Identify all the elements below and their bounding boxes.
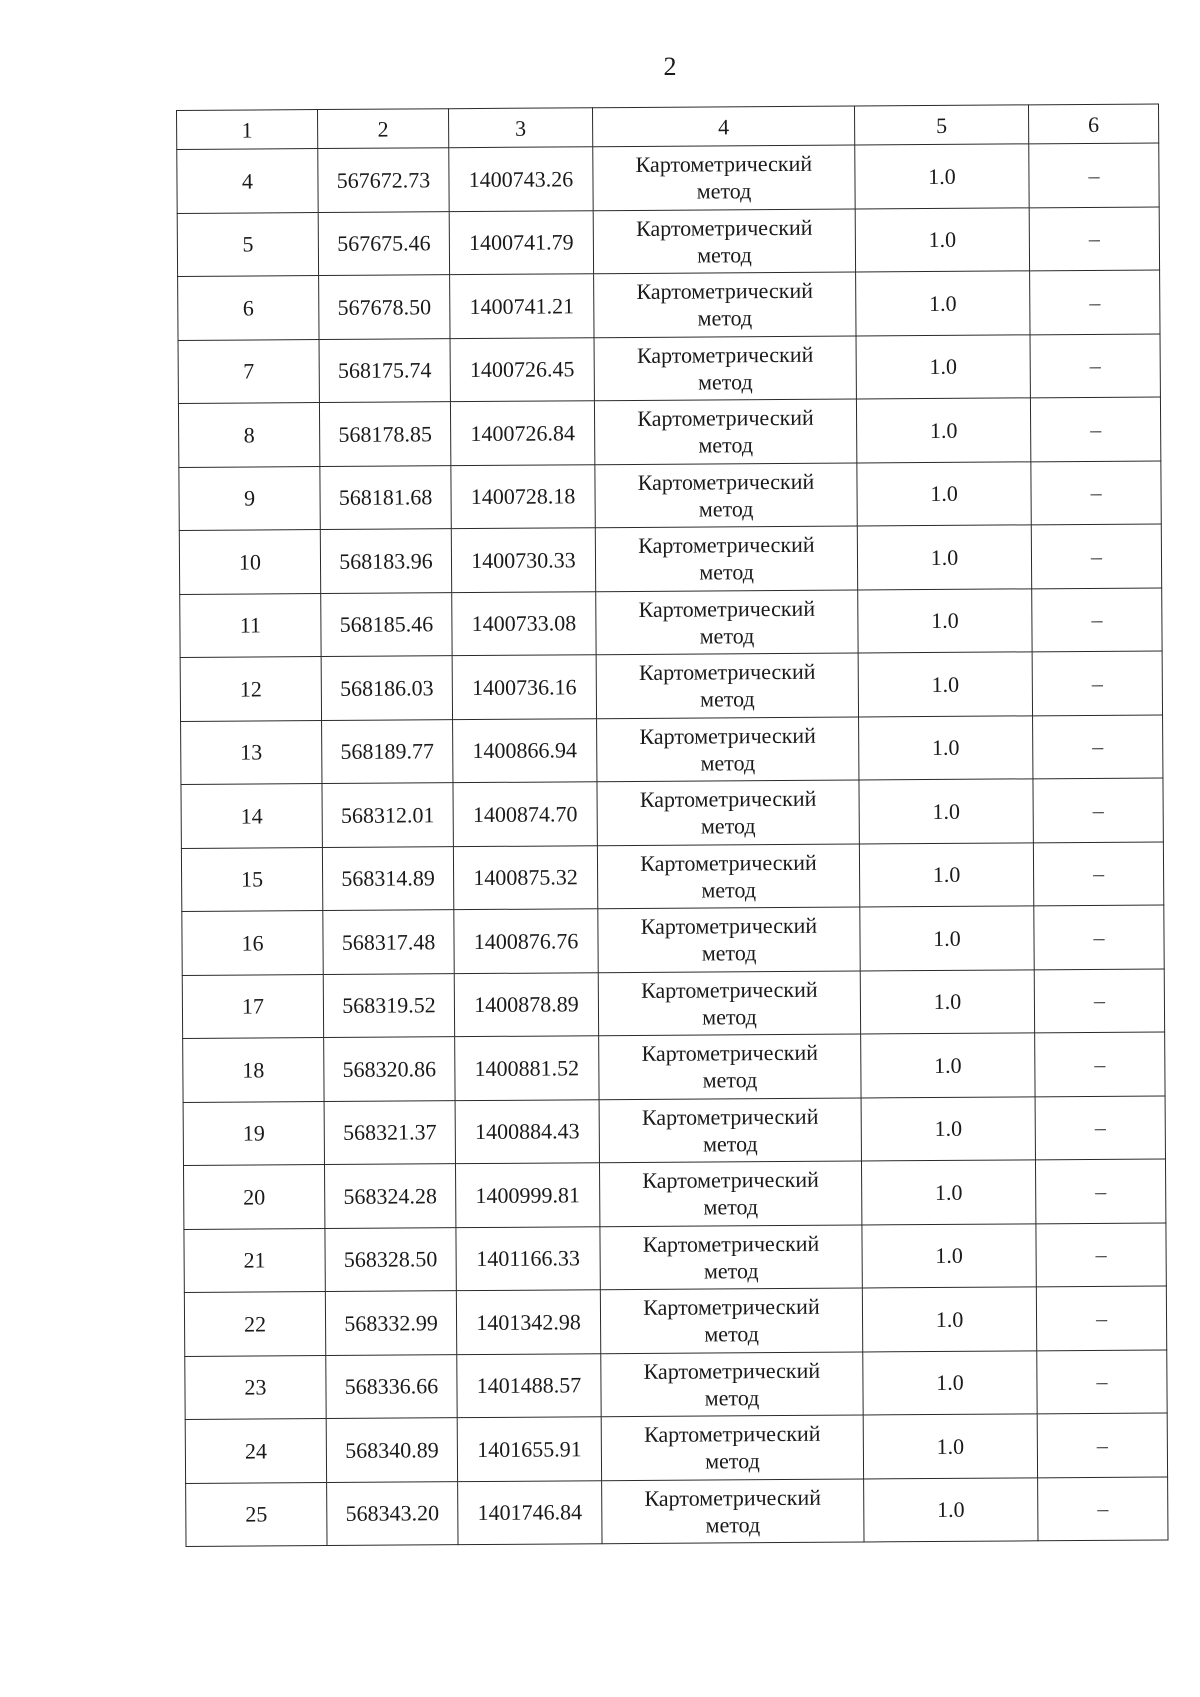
method-line-1: Картометрический	[641, 1040, 819, 1067]
x-coordinate-cell: 568314.89	[322, 846, 453, 910]
point-number-cell: 18	[183, 1038, 324, 1102]
note-cell: –	[1035, 1095, 1165, 1159]
y-coordinate-cell: 1400733.08	[452, 591, 596, 655]
method-cell	[593, 208, 855, 273]
method-line-2: метод	[698, 432, 754, 458]
header-cell-5: 5	[854, 105, 1028, 145]
x-coordinate-cell: 568332.99	[325, 1291, 456, 1355]
point-number-cell: 8	[178, 403, 319, 467]
table-row	[182, 905, 1164, 975]
method-line-2: метод	[698, 495, 754, 522]
y-coordinate-cell: 1400875.32	[453, 845, 597, 909]
y-coordinate-cell: 1400866.94	[453, 718, 597, 782]
method-line-2: метод	[700, 686, 755, 712]
method-line-1: Картометрический	[640, 849, 817, 876]
x-coordinate-cell: 568340.89	[326, 1418, 457, 1482]
method-line-2: метод	[700, 813, 756, 839]
table-row	[186, 1476, 1168, 1546]
method-line-2: метод	[696, 178, 752, 204]
accuracy-cell: 1.0	[860, 969, 1034, 1034]
method-line-1: Картометрический	[635, 214, 813, 241]
method-cell	[594, 272, 856, 337]
y-coordinate-cell: 1400874.70	[453, 782, 597, 846]
y-coordinate-cell: 1401655.91	[457, 1417, 601, 1481]
accuracy-cell: 1.0	[862, 1223, 1036, 1288]
note-cell: –	[1030, 397, 1160, 461]
point-number-cell: 14	[181, 784, 322, 848]
method-line-2: метод	[702, 1003, 757, 1030]
header-cell-2: 2	[318, 109, 449, 149]
accuracy-cell: 1.0	[859, 842, 1033, 907]
method-cell	[601, 1415, 863, 1480]
note-cell: –	[1034, 905, 1164, 969]
method-line-2: метод	[705, 1511, 761, 1538]
note-cell: –	[1034, 968, 1164, 1032]
method-line-1: Картометрический	[639, 722, 816, 749]
method-line-1: Картометрический	[641, 1103, 819, 1130]
point-number-cell: 12	[180, 657, 321, 721]
note-cell: –	[1035, 1032, 1165, 1096]
table-row	[183, 1032, 1165, 1102]
x-coordinate-cell: 568324.28	[324, 1164, 455, 1228]
point-number-cell: 10	[179, 530, 320, 594]
method-line-1: Картометрический	[643, 1357, 821, 1384]
method-cell	[593, 145, 855, 210]
accuracy-cell: 1.0	[855, 207, 1029, 272]
y-coordinate-cell: 1401342.98	[456, 1290, 600, 1354]
note-cell: –	[1037, 1349, 1167, 1413]
method-line-1: Картометрический	[638, 595, 816, 622]
x-coordinate-cell: 568189.77	[322, 719, 453, 783]
method-cell	[595, 526, 857, 591]
x-coordinate-cell: 568343.20	[327, 1481, 458, 1545]
method-cell	[595, 462, 857, 527]
table-row	[185, 1413, 1167, 1483]
y-coordinate-cell: 1400741.21	[450, 274, 594, 338]
note-cell: –	[1035, 1159, 1165, 1223]
table-row	[178, 397, 1160, 467]
x-coordinate-cell: 567678.50	[319, 275, 450, 339]
x-coordinate-cell: 567672.73	[318, 148, 449, 212]
method-cell	[596, 653, 858, 718]
x-coordinate-cell: 568186.03	[321, 656, 452, 720]
point-number-cell: 16	[182, 911, 323, 975]
method-cell	[594, 399, 856, 464]
point-number-cell: 24	[185, 1419, 326, 1483]
method-line-1: Картометрический	[639, 786, 817, 813]
note-cell: –	[1036, 1222, 1166, 1286]
table-row	[181, 841, 1163, 911]
x-coordinate-cell: 568175.74	[319, 338, 450, 402]
note-cell: –	[1038, 1476, 1168, 1540]
y-coordinate-cell: 1400741.79	[449, 210, 593, 274]
note-cell: –	[1033, 778, 1163, 842]
method-cell	[594, 335, 856, 400]
method-line-2: метод	[701, 940, 757, 966]
method-line-1: Картометрический	[641, 976, 818, 1003]
x-coordinate-cell: 568185.46	[321, 592, 452, 656]
y-coordinate-cell: 1400881.52	[455, 1036, 599, 1100]
method-line-2: метод	[703, 1194, 759, 1220]
y-coordinate-cell: 1400878.89	[454, 972, 598, 1036]
method-cell	[597, 716, 859, 781]
y-coordinate-cell: 1400736.16	[452, 655, 596, 719]
note-cell: –	[1030, 333, 1160, 397]
table-row	[177, 143, 1159, 213]
point-number-cell: 25	[186, 1482, 327, 1546]
method-cell	[600, 1288, 862, 1353]
table-row	[178, 270, 1160, 340]
note-cell: –	[1036, 1286, 1166, 1350]
point-number-cell: 15	[181, 847, 322, 911]
method-line-2: метод	[704, 1321, 759, 1347]
method-cell	[602, 1478, 864, 1543]
accuracy-cell: 1.0	[864, 1477, 1038, 1542]
table-row	[180, 651, 1162, 721]
method-line-2: метод	[703, 1257, 759, 1284]
point-number-cell: 7	[178, 339, 319, 403]
x-coordinate-cell: 568181.68	[320, 465, 451, 529]
method-line-1: Картометрический	[644, 1484, 822, 1511]
accuracy-cell: 1.0	[859, 715, 1033, 780]
method-line-2: метод	[700, 749, 756, 776]
method-line-1: Картометрический	[637, 405, 814, 432]
method-line-1: Картометрический	[642, 1167, 819, 1194]
note-cell: –	[1031, 460, 1161, 524]
table-row	[181, 714, 1163, 784]
method-cell	[596, 589, 858, 654]
x-coordinate-cell: 568178.85	[319, 402, 450, 466]
note-cell: –	[1029, 143, 1159, 207]
y-coordinate-cell: 1401488.57	[457, 1353, 601, 1417]
method-cell	[598, 907, 860, 972]
point-number-cell: 22	[184, 1292, 325, 1356]
table-row	[179, 460, 1161, 530]
page-number: 2	[663, 52, 677, 81]
method-line-2: метод	[702, 1130, 758, 1157]
y-coordinate-cell: 1400999.81	[455, 1163, 599, 1227]
table-row	[179, 524, 1161, 594]
y-coordinate-cell: 1401166.33	[456, 1226, 600, 1290]
note-cell: –	[1033, 841, 1163, 905]
coordinates-table	[176, 103, 1169, 1546]
point-number-cell: 19	[183, 1101, 324, 1165]
table-row	[184, 1159, 1166, 1229]
table-row	[184, 1286, 1166, 1356]
method-line-1: Картометрический	[637, 468, 815, 495]
note-cell: –	[1037, 1413, 1167, 1477]
point-number-cell: 6	[178, 276, 319, 340]
x-coordinate-cell: 568321.37	[324, 1100, 455, 1164]
table-row	[182, 968, 1164, 1038]
point-number-cell: 9	[179, 466, 320, 530]
accuracy-cell: 1.0	[861, 1160, 1035, 1225]
note-cell: –	[1031, 524, 1161, 588]
y-coordinate-cell: 1400726.84	[450, 401, 594, 465]
note-cell: –	[1029, 206, 1159, 270]
accuracy-cell: 1.0	[857, 525, 1031, 590]
note-cell: –	[1033, 714, 1163, 778]
accuracy-cell: 1.0	[863, 1350, 1037, 1415]
x-coordinate-cell: 568328.50	[325, 1227, 456, 1291]
x-coordinate-cell: 567675.46	[318, 211, 449, 275]
accuracy-cell: 1.0	[861, 1033, 1035, 1098]
accuracy-cell: 1.0	[861, 1096, 1035, 1161]
y-coordinate-cell: 1400726.45	[450, 337, 594, 401]
method-cell	[597, 780, 859, 845]
header-cell-6: 6	[1028, 104, 1158, 144]
accuracy-cell: 1.0	[856, 334, 1030, 399]
accuracy-cell: 1.0	[858, 652, 1032, 717]
table-row	[185, 1349, 1167, 1419]
x-coordinate-cell: 568312.01	[322, 783, 453, 847]
point-number-cell: 21	[184, 1228, 325, 1292]
method-line-2: метод	[705, 1448, 760, 1474]
accuracy-cell: 1.0	[863, 1414, 1037, 1479]
y-coordinate-cell: 1400743.26	[449, 147, 593, 211]
y-coordinate-cell: 1400884.43	[455, 1099, 599, 1163]
point-number-cell: 4	[177, 149, 318, 213]
y-coordinate-cell: 1400730.33	[451, 528, 595, 592]
table-row	[183, 1095, 1165, 1165]
table-header-row	[177, 104, 1159, 150]
method-cell	[598, 970, 860, 1035]
table-row	[177, 206, 1159, 276]
x-coordinate-cell: 568336.66	[326, 1354, 457, 1418]
accuracy-cell: 1.0	[860, 906, 1034, 971]
y-coordinate-cell: 1400728.18	[451, 464, 595, 528]
method-line-1: Картометрический	[636, 278, 814, 305]
x-coordinate-cell: 568320.86	[324, 1037, 455, 1101]
x-coordinate-cell: 568319.52	[323, 973, 454, 1037]
method-line-1: Картометрический	[638, 532, 815, 559]
point-number-cell: 23	[185, 1355, 326, 1419]
method-line-2: метод	[699, 622, 755, 649]
accuracy-cell: 1.0	[856, 271, 1030, 336]
accuracy-cell: 1.0	[859, 779, 1033, 844]
note-cell: –	[1032, 651, 1162, 715]
header-cell-3: 3	[448, 108, 592, 148]
method-line-1: Картометрический	[643, 1294, 820, 1321]
method-cell	[600, 1224, 862, 1289]
method-line-2: метод	[697, 368, 753, 395]
method-line-1: Картометрический	[642, 1230, 820, 1257]
accuracy-cell: 1.0	[856, 398, 1030, 463]
method-cell	[599, 1097, 861, 1162]
method-cell	[599, 1161, 861, 1226]
accuracy-cell: 1.0	[862, 1287, 1036, 1352]
method-line-1: Картометрический	[643, 1421, 821, 1448]
x-coordinate-cell: 568317.48	[323, 910, 454, 974]
method-line-2: метод	[701, 876, 757, 903]
table-row	[180, 587, 1162, 657]
method-line-2: метод	[697, 305, 753, 331]
method-line-1: Картометрический	[640, 913, 818, 940]
method-line-2: метод	[702, 1067, 758, 1093]
method-cell	[601, 1351, 863, 1416]
x-coordinate-cell: 568183.96	[320, 529, 451, 593]
method-line-1: Картометрический	[635, 151, 813, 178]
note-cell: –	[1030, 270, 1160, 334]
method-line-1: Картометрический	[636, 341, 814, 368]
accuracy-cell: 1.0	[855, 144, 1029, 209]
accuracy-cell: 1.0	[858, 588, 1032, 653]
method-line-2: метод	[697, 241, 752, 268]
method-line-2: метод	[704, 1384, 760, 1411]
table-row	[178, 333, 1160, 403]
table-row	[184, 1222, 1166, 1292]
point-number-cell: 11	[180, 593, 321, 657]
method-line-2: метод	[699, 559, 754, 585]
accuracy-cell: 1.0	[857, 461, 1031, 526]
point-number-cell: 17	[182, 974, 323, 1038]
method-line-1: Картометрический	[638, 659, 816, 686]
table-row	[181, 778, 1163, 848]
method-cell	[597, 843, 859, 908]
point-number-cell: 20	[184, 1165, 325, 1229]
y-coordinate-cell: 1401746.84	[458, 1480, 602, 1544]
note-cell: –	[1032, 587, 1162, 651]
header-cell-1: 1	[177, 110, 318, 150]
point-number-cell: 5	[177, 212, 318, 276]
header-cell-4: 4	[592, 106, 854, 147]
y-coordinate-cell: 1400876.76	[454, 909, 598, 973]
point-number-cell: 13	[181, 720, 322, 784]
method-cell	[599, 1034, 861, 1099]
